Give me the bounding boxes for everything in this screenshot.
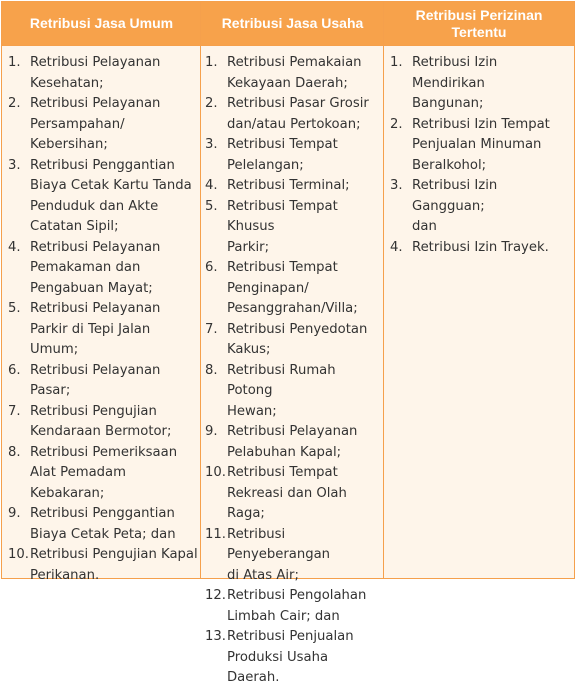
item-text-line: Retribusi Tempat [227, 465, 338, 480]
item-number: 4. [8, 239, 21, 255]
item-number: 2. [390, 116, 403, 132]
list-item [205, 627, 383, 689]
list-item [8, 94, 198, 156]
item-number: 1. [390, 55, 403, 70]
item-number: 12. [205, 588, 226, 603]
list-item [205, 525, 383, 587]
item-number: 8. [205, 362, 218, 378]
item-text-line: Retribusi Tempat [227, 137, 338, 152]
item-text-line: Kakus; [227, 342, 271, 357]
item-text-line: Rekreasi dan Olah Raga; [227, 485, 347, 521]
item-number: 10. [205, 465, 226, 480]
item-text-line: Umum; [30, 342, 79, 357]
item-number: 2. [205, 96, 218, 111]
list-item [390, 176, 574, 238]
item-text-line: Retribusi Izin Tempat [412, 116, 550, 132]
item-number: 7. [205, 321, 218, 337]
item-text-line: Retribusi Pengujian [30, 403, 157, 419]
item-text-line: dan/atau Pertokoan; [227, 116, 361, 132]
list-item [390, 115, 574, 177]
item-text-line: Alat Pemadam [30, 465, 126, 480]
item-text-line: Retribusi Izin Mendirikan [412, 55, 498, 91]
item-text-line: di Atas Air; [227, 567, 299, 583]
item-text-line: Retribusi Izin Gangguan; [412, 178, 498, 214]
item-number: 9. [8, 506, 21, 521]
item-text-line: Kebersihan; [30, 137, 108, 152]
item-text-line: Kesehatan; [30, 75, 104, 91]
column-perizinan-tertentu [384, 45, 574, 578]
list-item [8, 402, 198, 443]
item-number: 4. [390, 239, 403, 255]
list-item [205, 586, 383, 627]
item-text-line: Biaya Cetak Peta; dan [30, 526, 176, 542]
item-text-line: Perikanan. [30, 567, 100, 583]
list-item [8, 361, 198, 402]
item-text-line: Penduduk dan Akte [30, 198, 159, 214]
item-text-line: Penjualan Minuman [412, 137, 542, 152]
item-text-line: Bangunan; [412, 96, 484, 111]
item-number: 13. [205, 629, 226, 644]
item-text-line: Pelabuhan Kapal; [227, 444, 342, 460]
list-item [390, 238, 574, 259]
item-text-line: Hewan; [227, 403, 277, 419]
item-text-line: Retribusi Pasar Grosir [227, 96, 369, 111]
list-item [205, 53, 383, 94]
list-jasa-umum [8, 53, 198, 586]
item-number: 1. [205, 55, 218, 70]
item-text-line: Beralkohol; [412, 157, 487, 173]
item-number: 1. [8, 55, 21, 70]
item-number: 10. [8, 547, 29, 562]
item-text-line: Retribusi Penjualan [227, 629, 354, 644]
item-number: 3. [390, 178, 403, 193]
item-text-line: Retribusi Pelayanan [30, 55, 161, 70]
retribusi-table [1, 1, 575, 685]
item-text-line: Produksi Usaha Daerah. [227, 649, 329, 685]
list-item [205, 422, 383, 463]
item-text-line: Retribusi Pelayanan [30, 362, 161, 378]
list-item [205, 94, 383, 135]
item-text-line: Catatan Sipil; [30, 219, 119, 234]
item-text-line: Kendaraan Bermotor; [30, 424, 172, 439]
item-number: 5. [205, 198, 218, 214]
item-text-line: Retribusi Pengujian Kapal [30, 547, 198, 562]
item-text-line: Pengabuan Mayat; [30, 280, 153, 296]
item-text-line: Kekayaan Daerah; [227, 75, 348, 91]
item-text-line: Retribusi Tempat [227, 260, 338, 275]
list-item [205, 176, 383, 197]
list-item [390, 53, 574, 115]
header-jasa-usaha [201, 2, 384, 45]
list-item [8, 504, 198, 545]
list-perizinan-tertentu [390, 53, 574, 258]
item-number: 5. [8, 301, 21, 316]
header-jasa-usaha-label: Retribusi Jasa Usaha [221, 15, 364, 31]
column-jasa-umum [2, 45, 200, 583]
item-text-line: Retribusi Terminal; [227, 178, 350, 193]
item-text-line: Retribusi Pelayanan [30, 239, 161, 255]
item-number: 7. [8, 403, 21, 419]
list-item [205, 197, 383, 259]
item-number: 3. [205, 137, 218, 152]
item-number: 11. [205, 526, 226, 542]
item-text-line: Parkir di Tepi Jalan [30, 321, 151, 337]
header-jasa-umum-label: Retribusi Jasa Umum [29, 15, 174, 31]
item-text-line: Retribusi Pemeriksaan [30, 444, 178, 460]
header-perizinan-tertentu-label: Retribusi Perizinan Tertentu [415, 6, 543, 40]
item-text-line: Parkir; [227, 239, 270, 255]
list-item [205, 361, 383, 423]
item-number: 3. [8, 157, 21, 173]
item-text-line: Retribusi Rumah Potong [227, 362, 336, 398]
list-item [205, 320, 383, 361]
item-text-line: Retribusi Penggantian [30, 506, 175, 521]
item-text-line: Retribusi Tempat Khusus [227, 198, 338, 234]
header-perizinan-tertentu [384, 2, 574, 45]
item-text-line: Pasar; [30, 383, 71, 398]
item-text-line: Pelelangan; [227, 157, 304, 173]
item-text-line: dan [412, 219, 437, 234]
item-text-line: Penginapan/ [227, 280, 309, 296]
item-number: 4. [205, 178, 218, 193]
item-text-line: Pemakaman dan [30, 260, 141, 275]
item-text-line: Persampahan/ [30, 116, 125, 132]
item-text-line: Retribusi Pemakaian [227, 55, 362, 70]
column-jasa-usaha [201, 45, 383, 685]
list-item [8, 238, 198, 300]
header-jasa-umum [2, 2, 201, 45]
item-text-line: Retribusi Pelayanan [30, 96, 161, 111]
item-text-line: Kebakaran; [30, 485, 105, 501]
item-text-line: Retribusi Penyedotan [227, 321, 368, 337]
list-item [8, 443, 198, 505]
item-text-line: Pesanggrahan/Villa; [227, 301, 358, 316]
item-text-line: Retribusi Pelayanan [227, 424, 358, 439]
item-text-line: Retribusi Izin Trayek. [412, 239, 549, 255]
item-text-line: Retribusi Penggantian [30, 157, 175, 173]
item-text-line: Retribusi Pengolahan [227, 588, 367, 603]
item-number: 8. [8, 444, 21, 460]
item-text-line: Retribusi Penyeberangan [227, 526, 331, 562]
item-number: 6. [205, 260, 218, 275]
item-number: 9. [205, 424, 218, 439]
list-item [205, 135, 383, 176]
list-item [205, 258, 383, 320]
item-number: 2. [8, 96, 21, 111]
list-jasa-usaha [205, 53, 383, 689]
list-item [8, 53, 198, 94]
item-text-line: Biaya Cetak Kartu Tanda [30, 178, 192, 193]
item-text-line: Limbah Cair; dan [227, 608, 340, 624]
list-item [8, 299, 198, 361]
item-text-line: Retribusi Pelayanan [30, 301, 161, 316]
list-item [205, 463, 383, 525]
list-item [8, 156, 198, 238]
item-number: 6. [8, 362, 21, 378]
